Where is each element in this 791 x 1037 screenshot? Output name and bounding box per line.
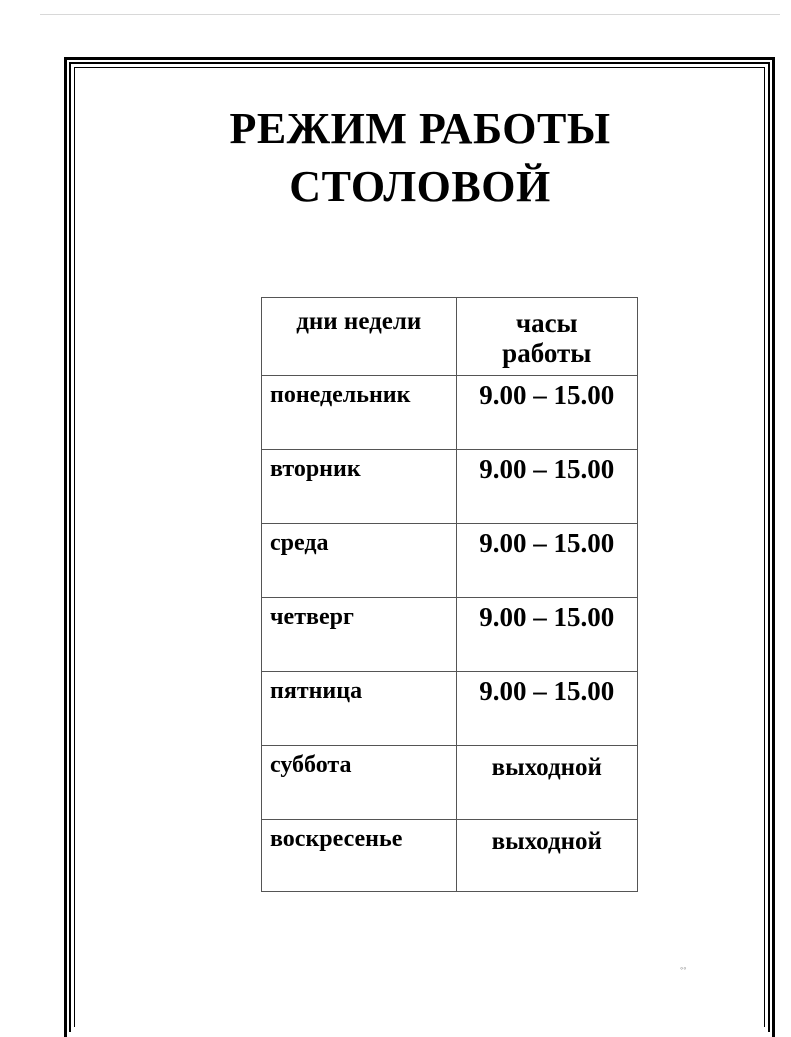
day-cell: пятница — [262, 672, 457, 746]
table-row — [262, 524, 638, 598]
table-row — [262, 672, 638, 746]
day-cell: воскресенье — [262, 820, 457, 892]
table-row — [262, 746, 638, 820]
day-cell: среда — [262, 524, 457, 598]
hours-cell: 9.00 – 15.00 — [456, 450, 638, 524]
hours-cell: выходной — [456, 820, 638, 892]
table-header-row — [262, 298, 638, 376]
table-row — [262, 598, 638, 672]
header-hours-line-1: часы — [515, 308, 578, 338]
header-hours — [456, 298, 638, 376]
page-title — [170, 100, 670, 216]
hours-cell: 9.00 – 15.00 — [456, 376, 638, 450]
hours-cell: 9.00 – 15.00 — [456, 672, 638, 746]
day-cell: вторник — [262, 450, 457, 524]
day-cell: понедельник — [262, 376, 457, 450]
scan-edge-line — [40, 14, 780, 15]
header-hours-line-2: работы — [502, 338, 592, 368]
day-cell: четверг — [262, 598, 457, 672]
table-row — [262, 820, 638, 892]
day-cell: суббота — [262, 746, 457, 820]
title-line-2: СТОЛОВОЙ — [289, 162, 551, 211]
scan-speck: ◦◦ — [680, 963, 687, 973]
title-line-1: РЕЖИМ РАБОТЫ — [229, 104, 611, 153]
hours-cell: 9.00 – 15.00 — [456, 524, 638, 598]
schedule-table — [261, 297, 638, 892]
table-row — [262, 450, 638, 524]
table-row — [262, 376, 638, 450]
hours-cell: выходной — [456, 746, 638, 820]
hours-cell: 9.00 – 15.00 — [456, 598, 638, 672]
header-days: дни недели — [262, 298, 457, 376]
